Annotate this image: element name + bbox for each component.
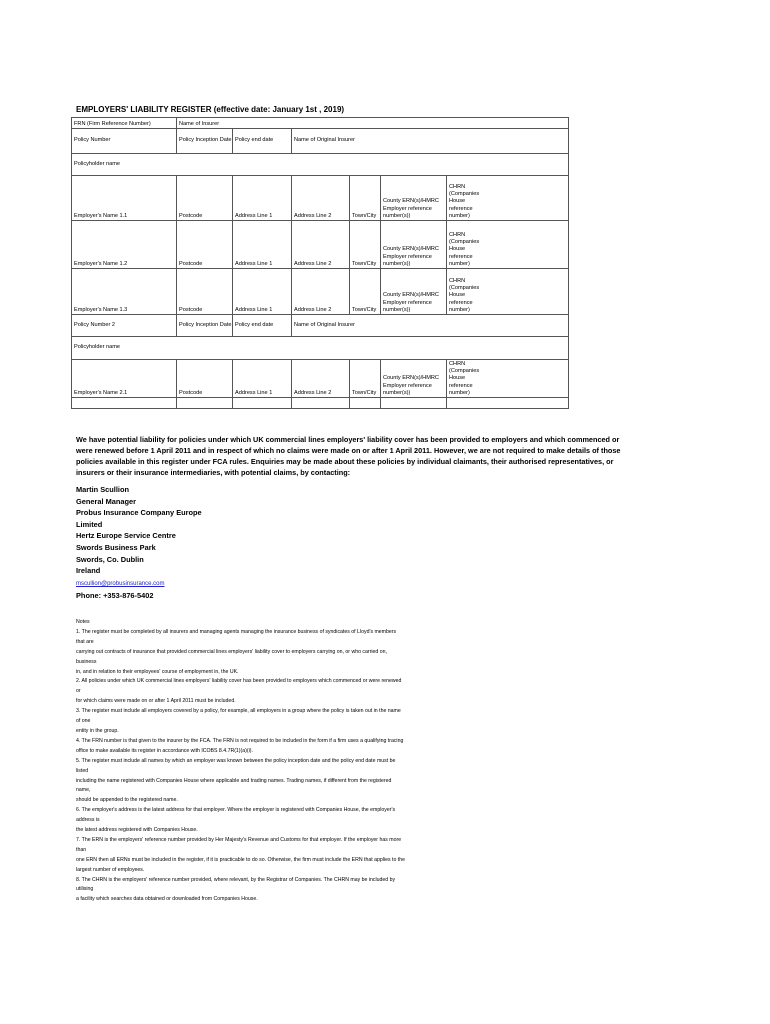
notes-line: should be appended to the registered name. (76, 797, 178, 804)
employer-ern: County ERN(s)/HMRC Employer reference number(s)) (381, 176, 447, 221)
notes-line: in, and in relation to their employees' course of employment in, the UK. (76, 668, 239, 675)
contact-email-link[interactable]: mscullion@probusinsurance.com (76, 580, 165, 587)
policyholder-label: Policyholder name (72, 154, 569, 176)
notes-line: 6. The employer's address is the latest address for that employer. Where the employer is registered with Companies House, the employer's address is (76, 807, 396, 824)
table-row (72, 269, 569, 315)
employer-postcode: Postcode (177, 269, 233, 315)
policy-inception-label: Policy Inception Date (177, 315, 233, 337)
notes-line: entity in the group. (76, 727, 119, 734)
table-row (72, 118, 569, 129)
employer-ern: County ERN(s)/HMRC Employer reference number(s)) (381, 360, 447, 398)
employer-postcode: Postcode (177, 176, 233, 221)
contact-name: Martin Scullion (76, 485, 129, 494)
contact-block (76, 484, 202, 602)
notes-line: 3. The register must include all employers covered by a policy, for example, all employers in a group where the policy is taken out in the name of one (76, 708, 401, 725)
notes-line: 5. The register must include all names by which an employer was known between the policy inception date and the policy end date must be listed (76, 757, 396, 774)
notes-line: Notes (76, 619, 90, 625)
notes-line: largest number of employees. (76, 866, 145, 873)
original-insurer-label: Name of Original Insurer (292, 315, 569, 337)
employer-address-1: Address Line 1 (233, 360, 292, 398)
employer-name: Employer's Name 1.2 (72, 221, 177, 269)
employer-town: Town/City (350, 176, 381, 221)
employer-town: Town/City (350, 360, 381, 398)
frn-label: FRN (Firm Reference Number) (72, 118, 177, 129)
notes-line: 7. The ERN is the employers' reference number provided by Her Majesty's Revenue and Customs for that employer. If the employer has more than (76, 836, 402, 853)
employer-town: Town/City (350, 221, 381, 269)
contact-address-2: Swords Business Park (76, 542, 156, 552)
employer-address-1: Address Line 1 (233, 176, 292, 221)
original-insurer-label: Name of Original Insurer (292, 129, 569, 154)
table-row (72, 337, 569, 360)
notes-line: for which claims were made on or after 1 April 2011 must be included. (76, 698, 236, 705)
notes-line: carrying out contracts of insurance that provided commercial lines employers' liability cover to employers carrying on, or who carried on, business (76, 648, 387, 665)
employer-town: Town/City (350, 269, 381, 315)
employer-chrn: CHRN (Companies House reference number) (447, 269, 569, 315)
notes-line: including the name registered with Companies House where applicable and trading names. Trading names, if different from the registered name, (76, 777, 392, 794)
policyholder-label: Policyholder name (72, 337, 569, 360)
employer-address-1: Address Line 1 (233, 221, 292, 269)
employer-ern: County ERN(s)/HMRC Employer reference number(s)) (381, 269, 447, 315)
table-row (72, 129, 569, 154)
policy-inception-label: Policy Inception Date (177, 129, 233, 154)
table-row (72, 398, 569, 409)
employer-address-2: Address Line 2 (292, 176, 350, 221)
employer-address-1: Address Line 1 (233, 269, 292, 315)
table-row (72, 315, 569, 337)
notes-line: the latest address registered with Companies House. (76, 827, 198, 834)
employer-name: Employer's Name 2.1 (72, 360, 177, 398)
employer-chrn: CHRN (Companies House reference number) (447, 360, 569, 398)
employer-postcode: Postcode (177, 360, 233, 398)
table-row (72, 176, 569, 221)
employer-chrn: CHRN (Companies House reference number) (447, 176, 569, 221)
notice-text: We have potential liability for policies under which UK commercial lines employers' liability cover has been provided to employers and which commenced or were renewed before 1 April 2011 and in respect of which no claims were made on or after 1 April 2011. However, we are not required to make details of those policies available in this register under FCA rules. Enquiries may be made about these policies by individual claimants, their authorised representatives, or insurers or their insurance intermediaries, with potential claims, by contacting: (76, 435, 621, 477)
notes-section (76, 618, 406, 905)
contact-address-3: Swords, Co. Dublin (76, 554, 144, 564)
table-row (72, 360, 569, 398)
contact-address-1: Hertz Europe Service Centre (76, 531, 176, 541)
employer-ern: County ERN(s)/HMRC Employer reference number(s)) (381, 221, 447, 269)
contact-address-4: Ireland (76, 566, 101, 576)
policy-number-2-label: Policy Number 2 (72, 315, 177, 337)
contact-phone: Phone: +353-876-5402 (76, 591, 154, 601)
notes-line: 1. The register must be completed by all insurers and managing agents managing the insurance business of syndicates of Lloyd's members that are (76, 628, 397, 645)
contact-company: Probus Insurance Company Europe (76, 508, 202, 518)
employer-address-2: Address Line 2 (292, 221, 350, 269)
employer-name: Employer's Name 1.3 (72, 269, 177, 315)
notes-line: office to make available its register in accordance with ICOBS 8.4.7R(1)(a)(i). (76, 747, 253, 754)
employer-address-2: Address Line 2 (292, 360, 350, 398)
table-row (72, 154, 569, 176)
policy-number-label: Policy Number (72, 129, 177, 154)
notes-line: one ERN then all ERNs must be included in the register, if it is practicable to do so. Otherwise, the firm must include the ERN that applies to the (76, 856, 405, 863)
employer-chrn: CHRN (Companies House reference number) (447, 221, 569, 269)
policy-end-label: Policy end date (233, 129, 292, 154)
notes-line: 4. The FRN number is that given to the insurer by the FCA. The FRN is not required to be included in the form if a firm uses a qualifying tracing (76, 737, 404, 744)
employer-address-2: Address Line 2 (292, 269, 350, 315)
policy-end-label: Policy end date (233, 315, 292, 337)
notes-line: a facility which searches data obtained or downloaded from Companies House. (76, 896, 258, 903)
insurer-label: Name of Insurer (177, 118, 569, 129)
table-row (72, 221, 569, 269)
register-title: EMPLOYERS' LIABILITY REGISTER (effective date: January 1st , 2019) (76, 105, 345, 114)
contact-company-2: Limited (76, 519, 103, 529)
employer-postcode: Postcode (177, 221, 233, 269)
notes-line: 8. The CHRN is the employers' reference number provided, where relevant, by the Registrar of Companies. The CHRN may be included by utilising (76, 876, 396, 893)
employer-name: Employer's Name 1.1 (72, 176, 177, 221)
contact-role: General Manager (76, 496, 136, 506)
notes-line: 2. All policies under which UK commercial lines employers' liability cover has been provided to employers which commenced or were renewed or (76, 678, 402, 695)
register-table (71, 117, 569, 409)
